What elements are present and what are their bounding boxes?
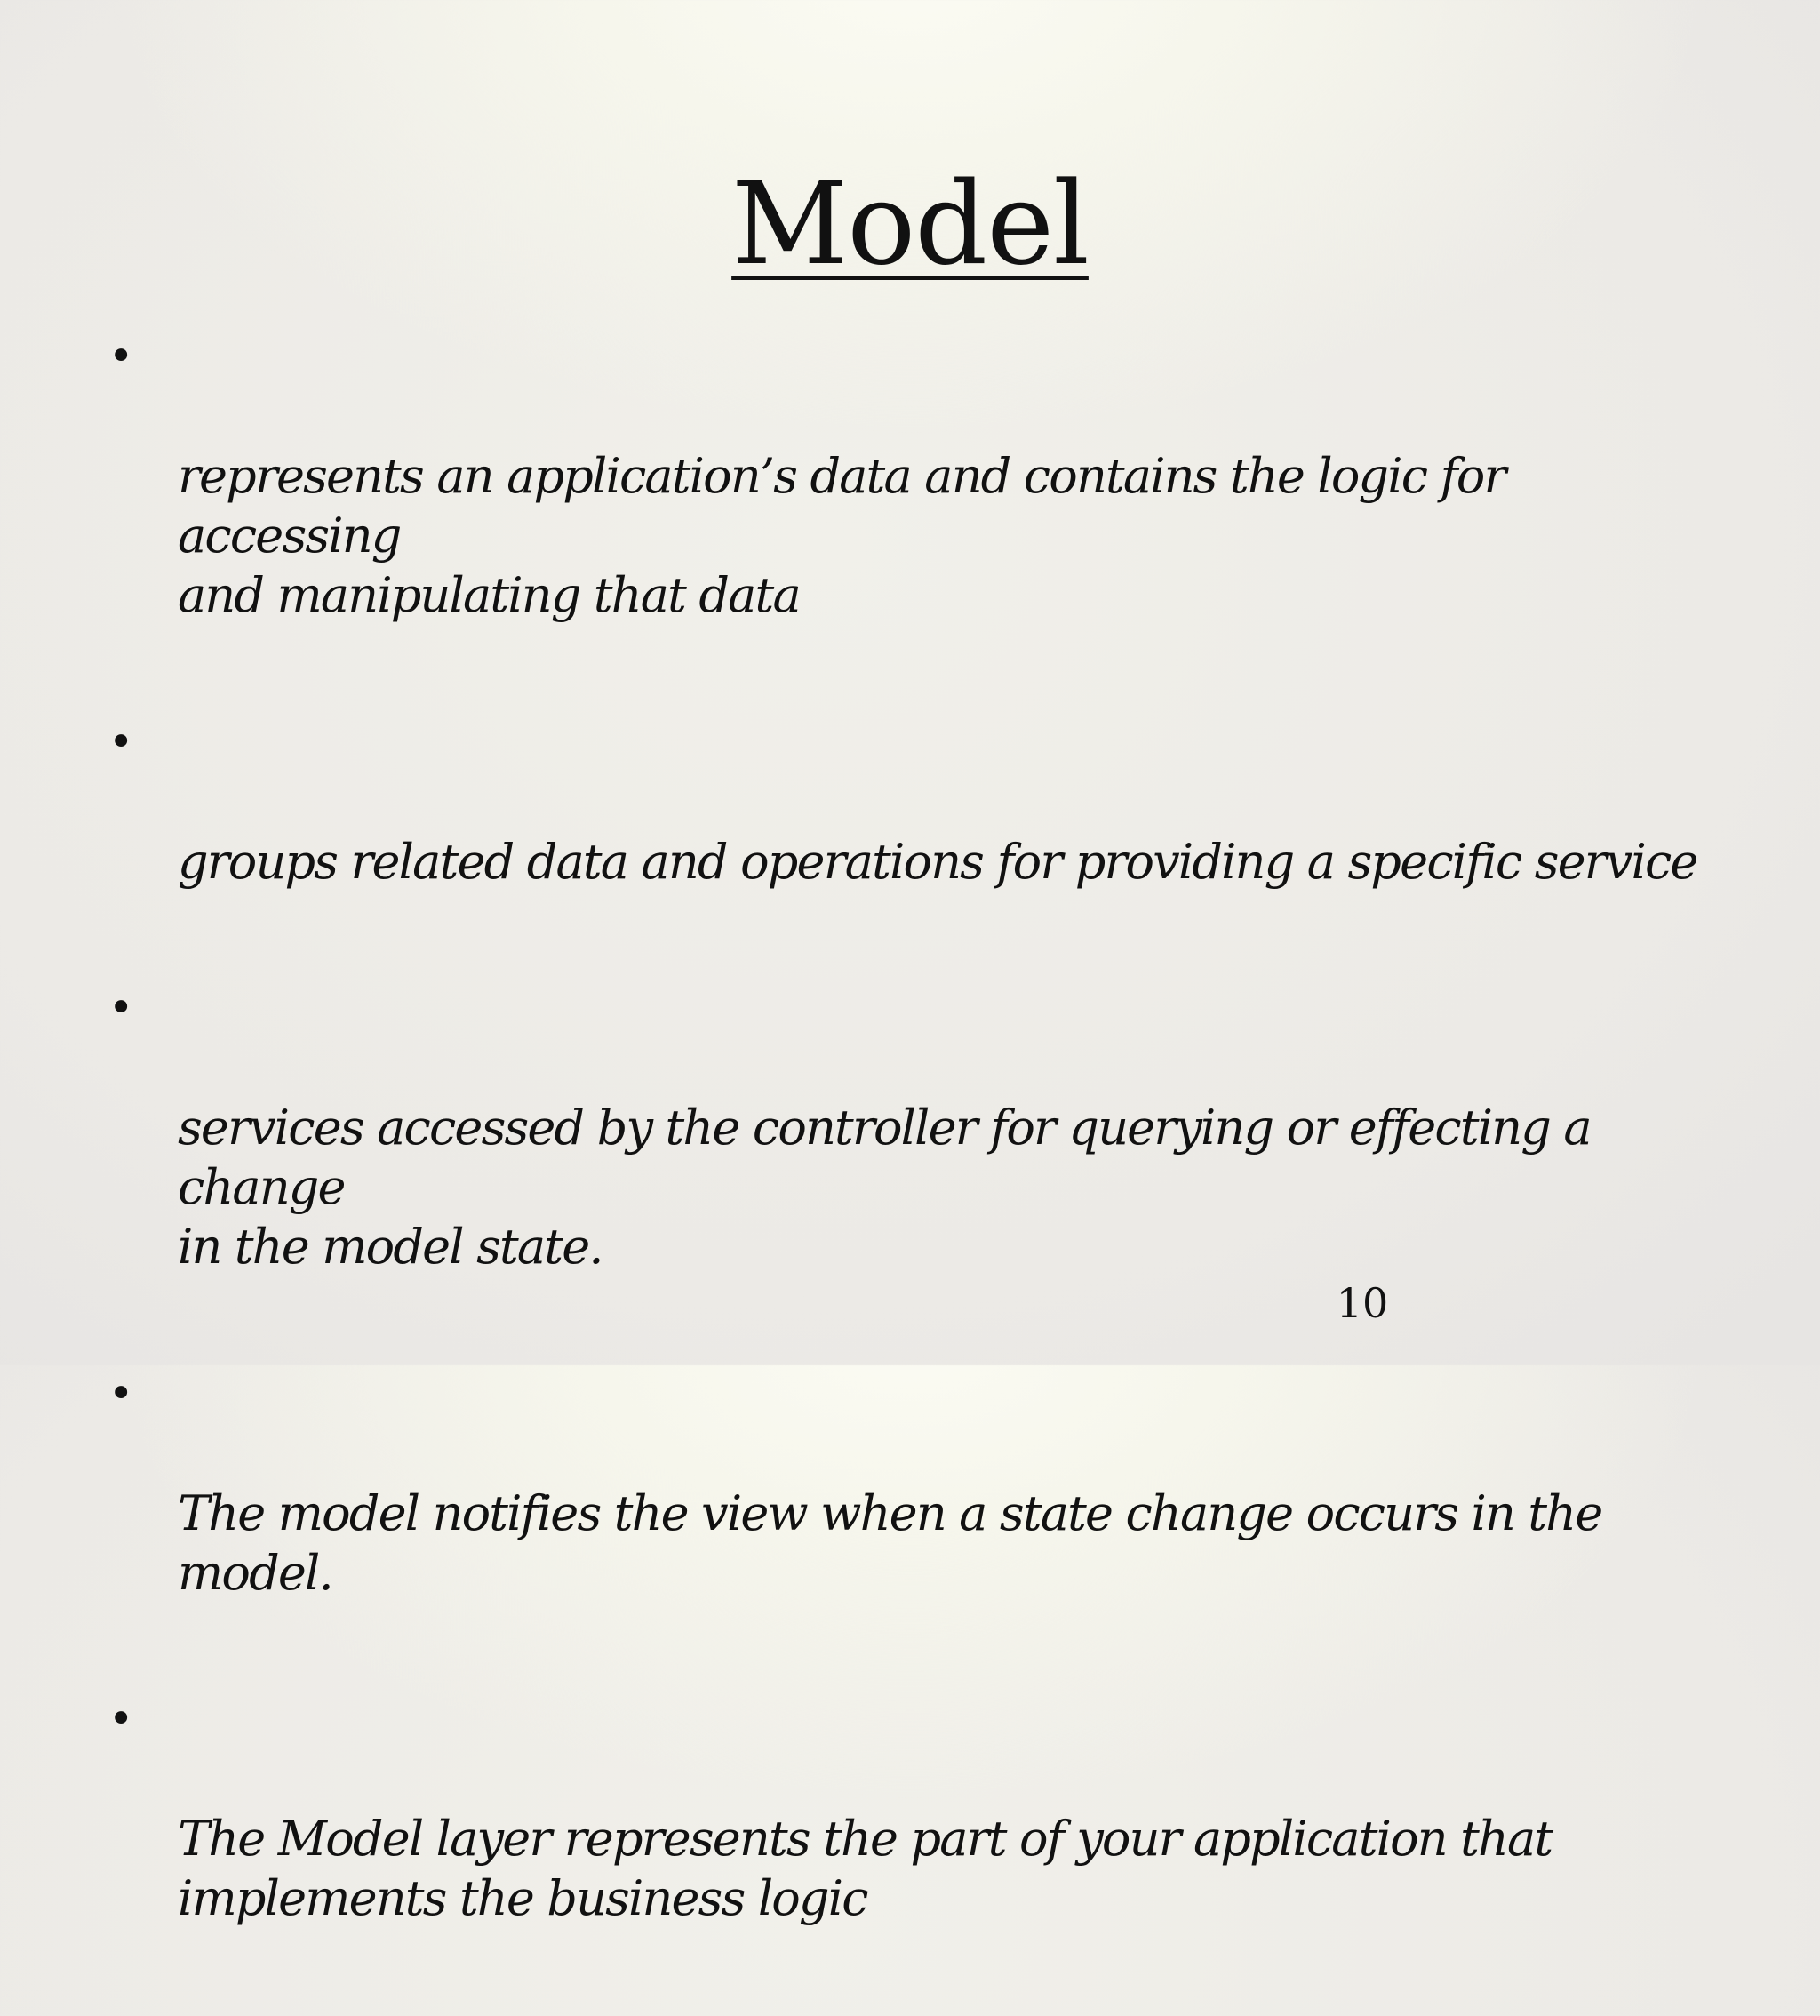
page-number: 10 [1336,1279,1389,1327]
bullet-dot-icon: • [108,1369,132,1419]
bullet-dot-icon: • [108,717,132,767]
bullet-dot-icon: • [108,1694,132,1744]
bullet-text: services accessed by the controller for querying or effecting a change in the model state. [178,1100,1591,1275]
slide-title-text: Model [731,157,1089,291]
bullet-item [105,1364,1731,1603]
bullet-item [105,979,1731,1276]
slide-title [0,158,1820,292]
bullet-dot-icon: • [108,983,132,1033]
bullet-list [105,327,1731,2016]
bullet-text: The Model layer represents the part of your application that implements the business logic [178,1811,1553,1926]
bullet-item [105,713,1731,892]
bullet-text: The model notifies the view when a state change occurs in the model. [178,1485,1602,1601]
bullet-text: groups related data and operations for providing a specific service [178,834,1697,890]
bullet-item [105,327,1731,625]
bullet-item [105,1690,1731,1928]
bullet-text: represents an application’s data and contains the logic for accessing and manipulating that data [178,448,1505,623]
bullet-dot-icon: • [108,332,132,381]
